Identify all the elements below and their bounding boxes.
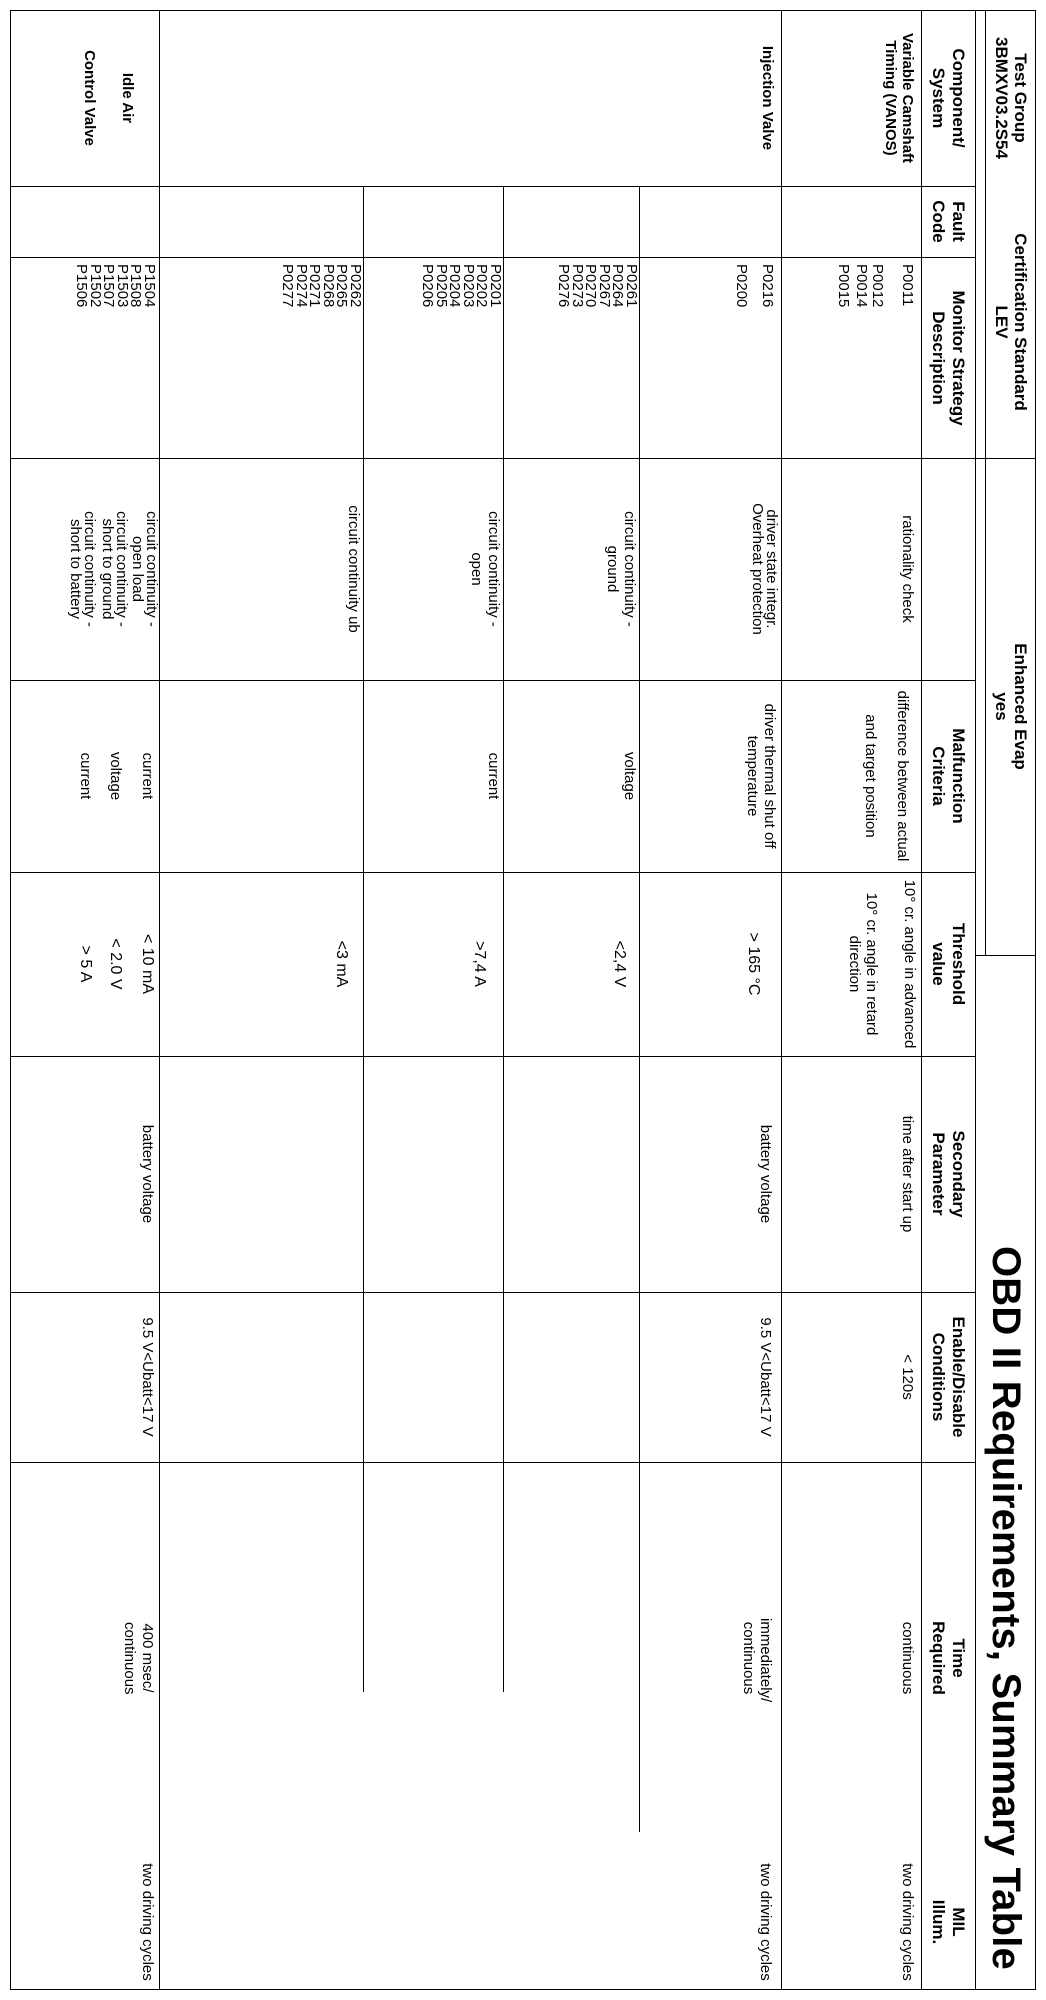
injection-component: Injection Valve (759, 45, 776, 151)
idle-mil: two driving cycles (139, 1863, 156, 1981)
injection-sub-row-1 (639, 186, 640, 1832)
injection-sub-row-2 (503, 186, 504, 1692)
fault-code: P1506 (73, 264, 91, 308)
fault-code: P0261 (623, 264, 640, 308)
idle-malfunction-c: current (77, 752, 94, 800)
injection-enable: 9.5 V<Ubatt<17 V (757, 1317, 774, 1437)
idle-codes (74, 264, 156, 307)
vanos-component: Variable Camshaft Timing (VANOS) (882, 32, 916, 164)
rotated-table-sheet (10, 10, 1036, 1990)
vanos-code-4: P0015 (835, 264, 852, 308)
idle-malfunction-a: current (139, 752, 156, 800)
fault-code: P0267 (595, 264, 613, 308)
column-header-component: Component/ System (929, 48, 968, 148)
vanos-time: continuous (899, 1621, 916, 1695)
idle-malfunction-b: voltage (107, 751, 124, 801)
header-separator (975, 10, 976, 1990)
injection-threshold-3: >7,4 A (471, 941, 488, 987)
injection-secondary: battery voltage (757, 1124, 774, 1224)
injection-mil: two driving cycles (757, 1863, 774, 1981)
fault-code: P0268 (319, 264, 337, 308)
enhanced-evap-value: yes (992, 692, 1011, 721)
vanos-secondary: time after start up (899, 1115, 916, 1233)
test-group-value: 3BMXV03.2S54 (992, 37, 1011, 159)
injection-monitor-2: circuit continuity - ground (604, 511, 638, 627)
injection-codes-2 (556, 264, 638, 307)
fault-code: P0200 (733, 264, 751, 308)
column-header-threshold: Threshold value (929, 922, 968, 1006)
certification-value: LEV (992, 305, 1011, 339)
fault-code: P0270 (582, 264, 600, 308)
fault-code: P0262 (347, 264, 364, 308)
injection-threshold-4: <3 mA (333, 940, 350, 988)
column-header-time: Time Required (929, 1621, 968, 1695)
fault-code: P1507 (100, 264, 118, 308)
idle-time: 400 msec/ continuous (121, 1622, 156, 1695)
idle-threshold-a: < 10 mA (139, 933, 156, 995)
injection-threshold-2: <2,4 V (611, 940, 628, 988)
test-group-label: Test Group (1011, 53, 1030, 143)
fault-code: P0203 (459, 264, 477, 308)
injection-row-bottom (159, 10, 160, 1990)
col-line-fault-code (10, 257, 976, 258)
injection-monitor-1: driver state integr. Overheat protection (749, 503, 780, 635)
injection-malfunction-2: voltage (621, 751, 638, 801)
fault-code: P0216 (759, 264, 776, 308)
injection-codes-1 (735, 264, 774, 307)
vanos-code-2: P0012 (869, 264, 886, 308)
injection-monitor-3: circuit continuity - open (468, 511, 502, 627)
injection-codes-3 (420, 264, 502, 307)
vanos-row-bottom (781, 10, 782, 1990)
idle-secondary: battery voltage (139, 1124, 156, 1224)
fault-code: P0204 (446, 264, 464, 308)
vanos-threshold-retard: 10° cr. angle in retard direction (846, 892, 880, 1036)
fault-code: P0265 (333, 264, 351, 308)
vanos-enable: < 120s (899, 1354, 916, 1400)
certification-header (986, 186, 1036, 458)
fault-code: P1502 (86, 264, 104, 308)
column-header-fault-code: Fault Code (929, 200, 968, 243)
column-header-secondary: Secondary Parameter (929, 1130, 968, 1218)
injection-malfunction-3: current (485, 752, 502, 800)
column-header-monitor: Monitor Strategy Description (929, 290, 968, 426)
fault-code: P0277 (279, 264, 297, 308)
injection-codes-4 (280, 264, 362, 307)
fault-code: P1508 (127, 264, 145, 308)
vanos-code-3: P0014 (853, 264, 870, 308)
test-group-header (986, 10, 1036, 186)
idle-monitor-short-ground: circuit continuity - short to ground (99, 511, 130, 627)
column-header-malfunction: Malfunction Criteria (929, 728, 968, 824)
vanos-code-1: P0011 (899, 264, 916, 307)
fault-code: P1503 (113, 264, 131, 308)
fault-code: P0206 (419, 264, 437, 308)
enhanced-evap-header (986, 458, 1036, 955)
page-title: OBD II Requirements, Summary Table (984, 1245, 1028, 1970)
vanos-threshold-advanced: 10° cr. angle in advanced (901, 879, 918, 1049)
fault-code: P0201 (487, 264, 504, 308)
idle-monitor-short-battery: circuit continuity - short to battery (67, 511, 98, 627)
fault-code: P0276 (555, 264, 573, 308)
vanos-monitor: rationality check (899, 515, 916, 623)
fault-code: P0205 (432, 264, 450, 308)
idle-enable: 9.5 V<Ubatt<17 V (139, 1317, 156, 1437)
fault-code: P0271 (306, 264, 324, 308)
idle-component: Idle Air Control Valve (81, 50, 136, 146)
fault-code: P0264 (609, 264, 627, 308)
enhanced-evap-label: Enhanced Evap (1011, 643, 1030, 770)
fault-code: P0274 (292, 264, 310, 308)
fault-code: P1504 (141, 264, 158, 308)
fault-code: P0202 (473, 264, 491, 308)
vanos-malfunction: difference between actual and target position (862, 690, 911, 862)
injection-time: immediately/ continuous (740, 1618, 774, 1703)
col-line-monitor (10, 458, 1036, 459)
title-separator (976, 955, 1036, 956)
idle-monitor-open-load: circuit continuity - open load (129, 511, 160, 627)
column-header-enable: Enable/Disable Conditions (929, 1316, 968, 1438)
idle-threshold-c: > 5 A (77, 945, 94, 983)
column-header-mil: MIL Illum. (929, 1899, 968, 1945)
injection-threshold-1: > 165 °C (745, 932, 762, 996)
certification-label: Certification Standard (1011, 233, 1030, 411)
vanos-mil: two driving cycles (899, 1863, 916, 1981)
injection-malfunction-1: driver thermal shut off temperature (744, 703, 778, 849)
injection-monitor-4: circuit continuity ub (345, 505, 362, 633)
fault-code: P0273 (568, 264, 586, 308)
injection-sub-row-3 (363, 186, 364, 1692)
idle-threshold-b: < 2.0 V (107, 938, 124, 990)
col-line-component (10, 186, 976, 187)
